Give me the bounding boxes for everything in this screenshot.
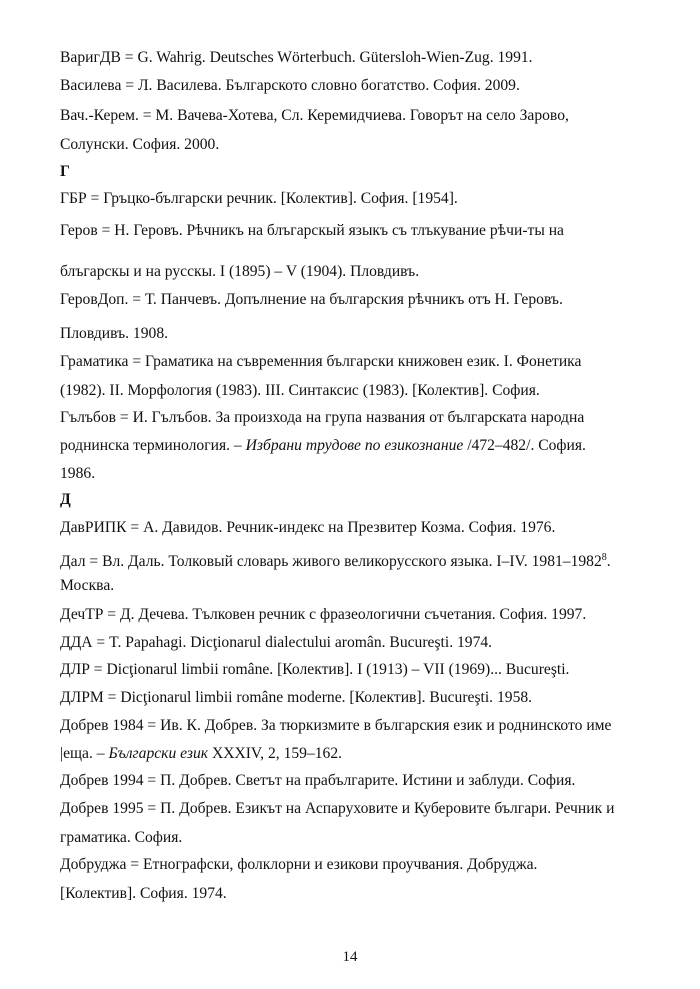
dobrev1984-journal-title: Български език	[108, 745, 209, 762]
entry-dobrev1984-line-1: Добрев 1984 = Ив. К. Добрев. За тюркизмите в българския език и роднинското име	[60, 717, 612, 734]
entry-gramatika-line-2: (1982). II. Морфология (1983). III. Синтаксис (1983). [Колектив]. София.	[60, 382, 540, 399]
entry-gramatika-line-1: Граматика = Граматика на съвременния български книжовен език. I. Фонетика	[60, 353, 582, 370]
entry-vach-line-2: Солунски. София. 2000.	[60, 136, 220, 153]
entry-dobrev1995-line-1: Добрев 1995 = П. Добрев. Езикът на Аспаруховите и Куберовите българи. Речник и	[60, 800, 615, 817]
entry-vasileva: Василева = Л. Василева. Българското словно богатство. София. 2009.	[60, 77, 520, 94]
entry-gerovdop-line-2: Пловдивъ. 1908.	[60, 325, 169, 342]
dobrev1984-text-a: |еща. –	[60, 745, 109, 762]
entry-dal-line-2: Москва.	[60, 577, 115, 594]
section-letter-d: Д	[60, 491, 71, 508]
entry-dlr: ДЛР = Dicţionarul limbii române. [Колектив]. I (1913) – VII (1969)... Bucureşti.	[60, 661, 570, 678]
entry-dda: ДДА = T. Papahagi. Dicţionarul dialectului aromân. Bucureşti. 1974.	[60, 634, 493, 651]
entry-gbr: ГБР = Гръцко-български речник. [Колектив]. София. [1954].	[60, 190, 458, 207]
entry-dal-line-1	[60, 548, 660, 572]
galabov-text-a: роднинска терминология. –	[60, 437, 246, 454]
entry-dlrm: ДЛРМ = Dicţionarul limbii române moderne. [Колектив]. Bucureşti. 1958.	[60, 689, 533, 706]
dal-text-b: .	[606, 553, 611, 571]
entry-davripk: ДавРИПК = А. Давидов. Речник-индекс на Презвитер Козма. София. 1976.	[60, 519, 556, 536]
dobrev1984-text-b: XXXIV, 2, 159–162.	[208, 745, 343, 762]
entry-gerovdop-line-1: ГеровДоп. = Т. Панчевъ. Допълнение на българския рѣчникъ отъ Н. Геровъ.	[60, 291, 563, 308]
entry-varig: ВаригДВ = G. Wahrig. Deutsches Wörterbuch. Gütersloh-Wien-Zug. 1991.	[60, 49, 533, 66]
dal-text-a: Дал = Вл. Даль. Толковый словарь живого великорусского языка. I–IV. 1981–1982	[60, 553, 602, 571]
entry-gerov-line-2: блъгарскы и на русскы. I (1895) – V (1904). Пловдивъ.	[60, 263, 420, 280]
dal-footnote-marker: 8	[601, 552, 607, 563]
entry-galabov-line-2	[60, 436, 660, 456]
entry-dobrudzha-line-2: [Колектив]. София. 1974.	[60, 885, 227, 902]
entry-dobrev1984-line-2	[60, 744, 660, 764]
page-number: 14	[342, 949, 358, 965]
entry-gerov-line-1: Геров = Н. Геровъ. Рѣчникъ на блъгарскый языкъ съ тлъкувание рѣчи-ты на	[60, 222, 564, 239]
galabov-text-b: /472–482/. София.	[463, 437, 586, 454]
section-letter-g: Г	[60, 163, 70, 180]
entry-dobrev1995-line-2: граматика. София.	[60, 829, 183, 846]
entry-dechtr: ДечТР = Д. Дечева. Тълковен речник с фразеологични съчетания. София. 1997.	[60, 606, 587, 623]
entry-dobrudzha-line-1: Добруджа = Етнографски, фолклорни и езикови проучвания. Добруджа.	[60, 856, 538, 873]
entry-galabov-line-3: 1986.	[60, 465, 96, 482]
galabov-book-title: Избрани трудове по езикознание	[245, 437, 464, 454]
entry-galabov-line-1: Гълъбов = И. Гълъбов. За произхода на група названия от българската народна	[60, 409, 585, 426]
entry-vach-line-1: Вач.-Керем. = М. Вачева-Хотева, Сл. Керемидчиева. Говорът на село Зарово,	[60, 107, 569, 124]
entry-dobrev1994: Добрев 1994 = П. Добрев. Светът на прабългарите. Истини и заблуди. София.	[60, 772, 576, 789]
